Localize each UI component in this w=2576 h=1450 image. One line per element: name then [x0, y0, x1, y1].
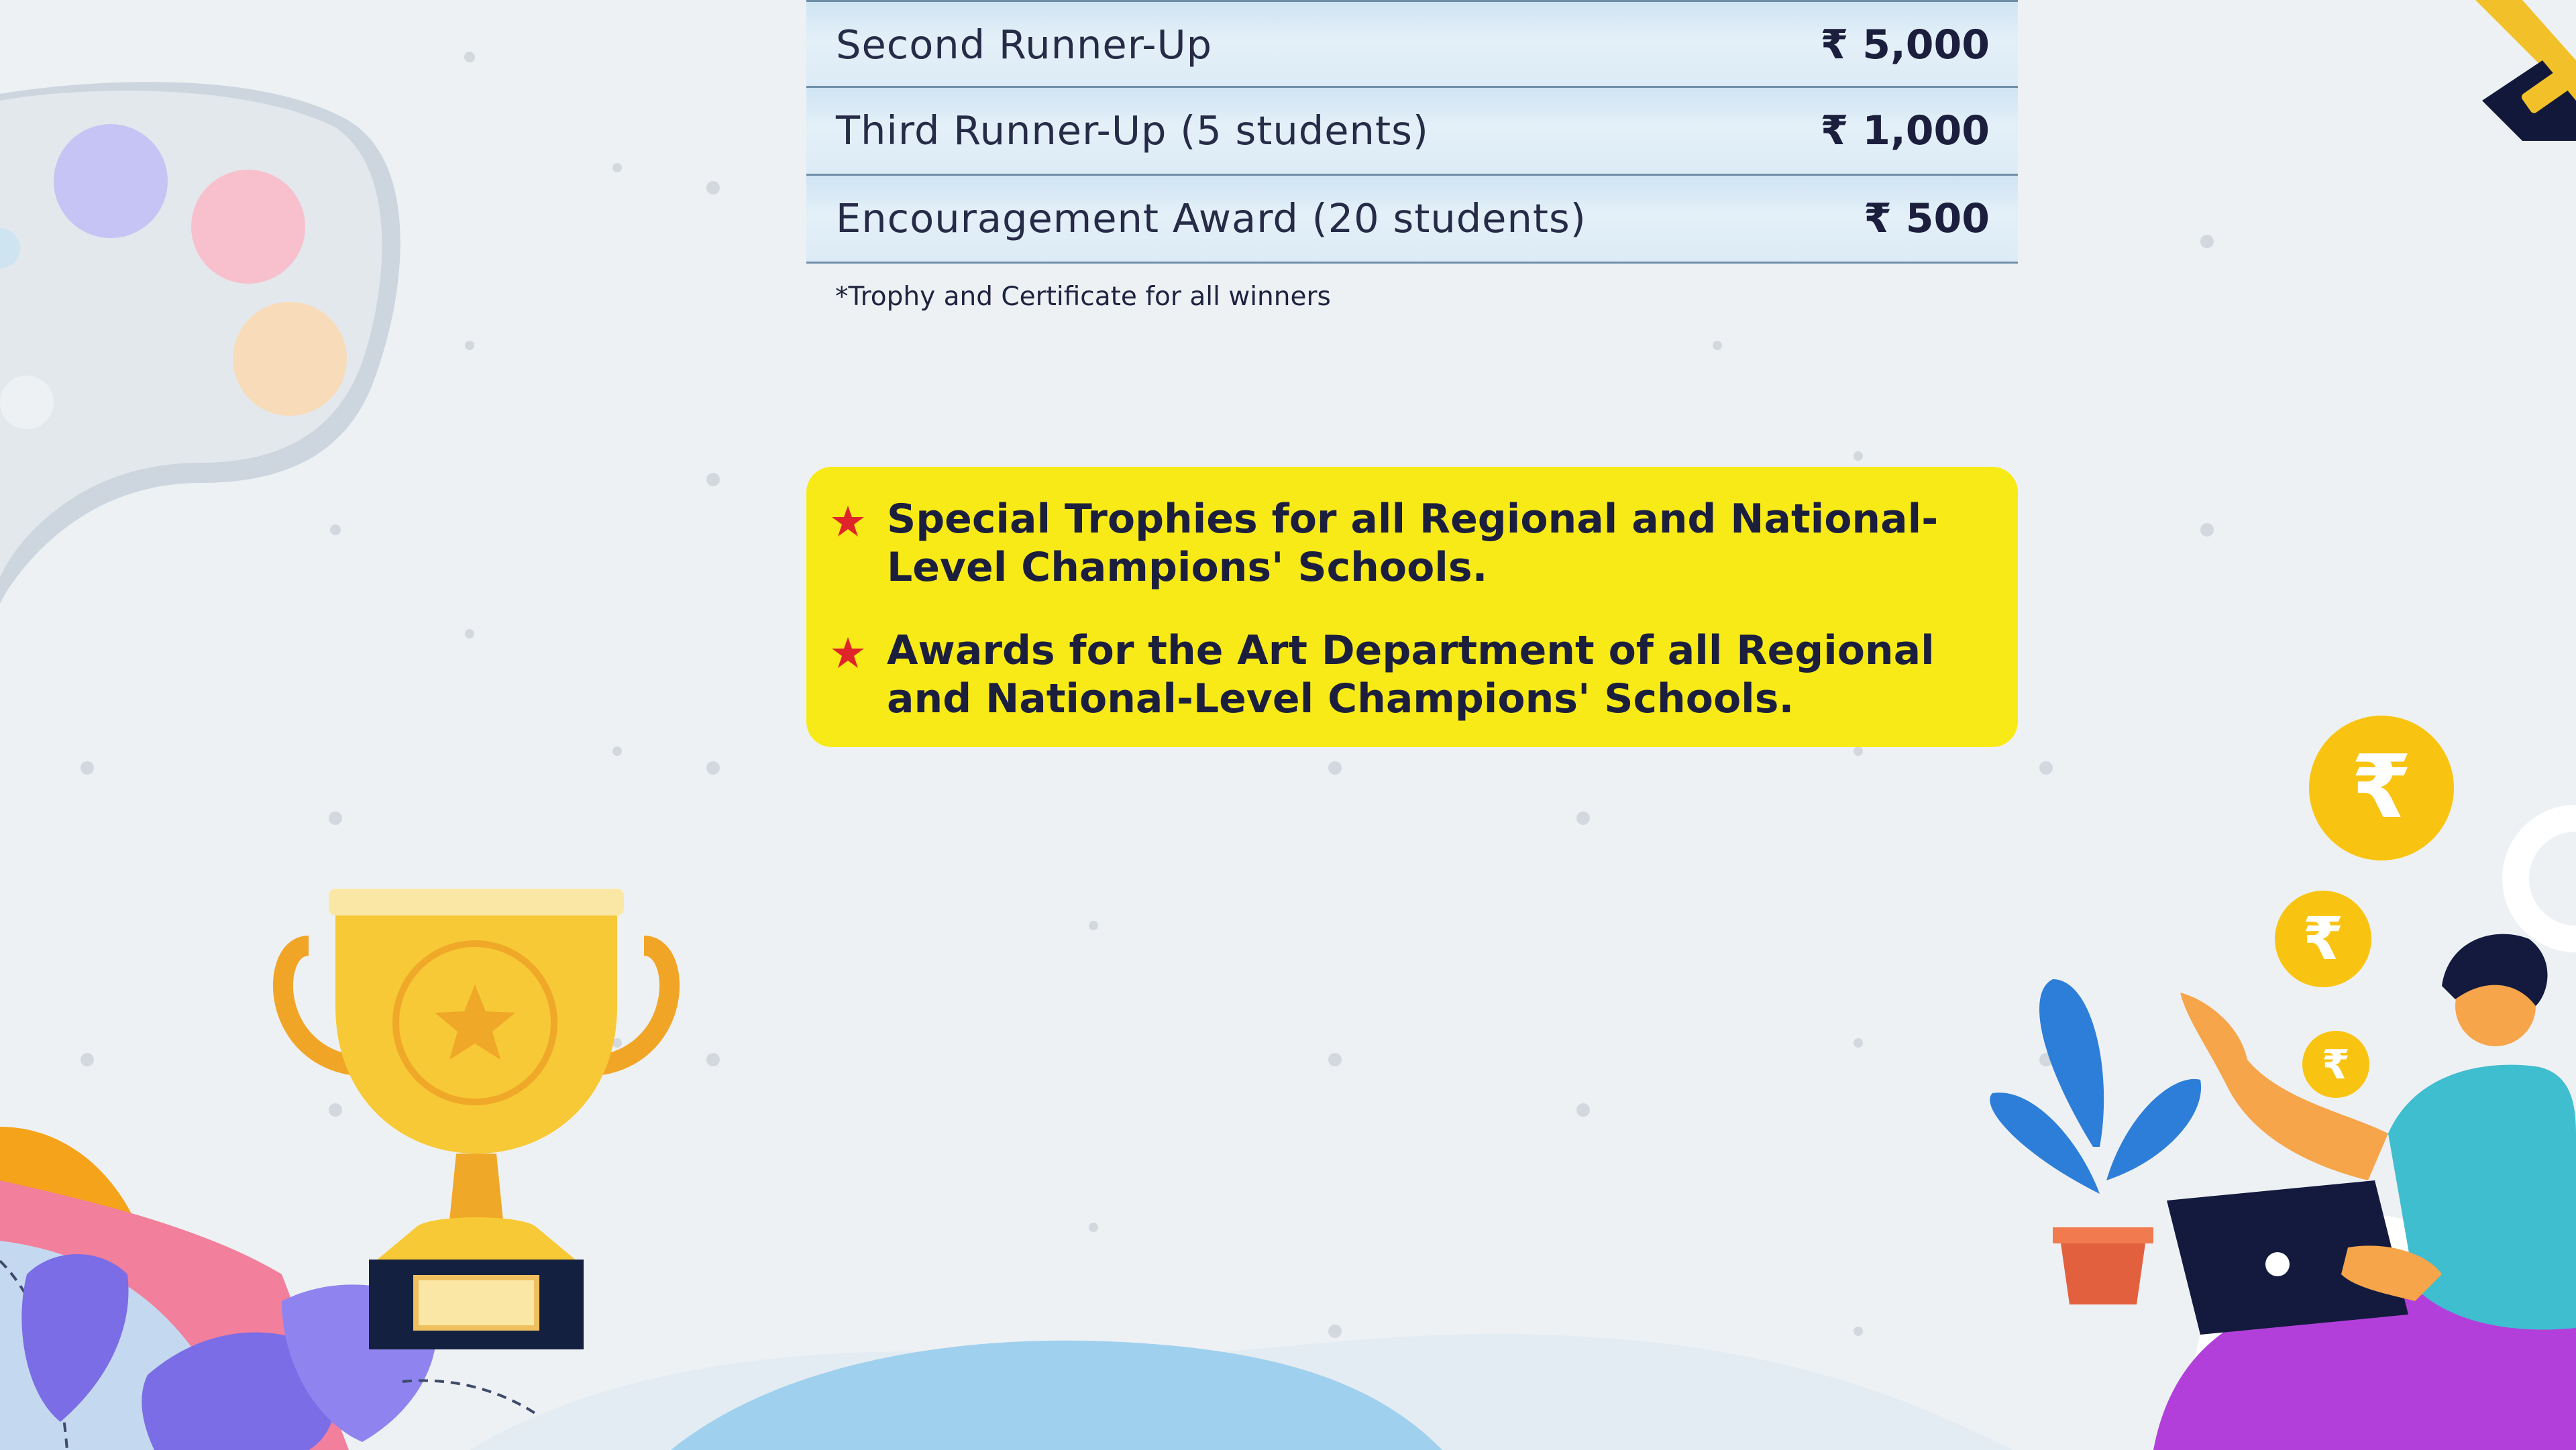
notice-item-text: Special Trophies for all Regional and National-Level Champions' Schools. — [887, 496, 1939, 591]
paint-palette-icon — [0, 82, 400, 604]
prize-row-encouragement-award — [806, 176, 2018, 264]
red-star-icon — [830, 636, 865, 671]
person-laptop-illustration — [2153, 818, 2576, 1450]
bottom-wave-decor — [470, 1334, 2012, 1450]
potted-plant-icon — [1990, 979, 2201, 1304]
prize-row-third-runner-up — [806, 88, 2018, 176]
coin-large-symbol: ₹ — [2351, 736, 2412, 838]
prize-label: Third Runner-Up (5 students) — [836, 107, 1429, 154]
notice-item-text: Awards for the Art Department of all Regional and National-Level Champions' Schools. — [887, 627, 1935, 722]
prize-label: Encouragement Award (20 students) — [836, 195, 1587, 241]
prize-table — [806, 0, 2018, 264]
prize-amount: ₹ 5,000 — [1820, 21, 1990, 68]
special-awards-notice — [806, 467, 2018, 747]
trophy-footnote: *Trophy and Certificate for all winners — [835, 282, 1331, 312]
prize-label: Second Runner-Up — [836, 21, 1213, 68]
prize-row-second-runner-up — [806, 0, 2018, 88]
trophy-icon — [283, 889, 669, 1349]
coin-medium-symbol: ₹ — [2302, 904, 2344, 973]
coin-small-symbol: ₹ — [2322, 1042, 2350, 1089]
prize-amount: ₹ 1,000 — [1820, 107, 1990, 154]
prize-amount: ₹ 500 — [1864, 195, 1990, 242]
pen-icon — [2475, 0, 2576, 141]
red-star-icon — [830, 504, 865, 539]
